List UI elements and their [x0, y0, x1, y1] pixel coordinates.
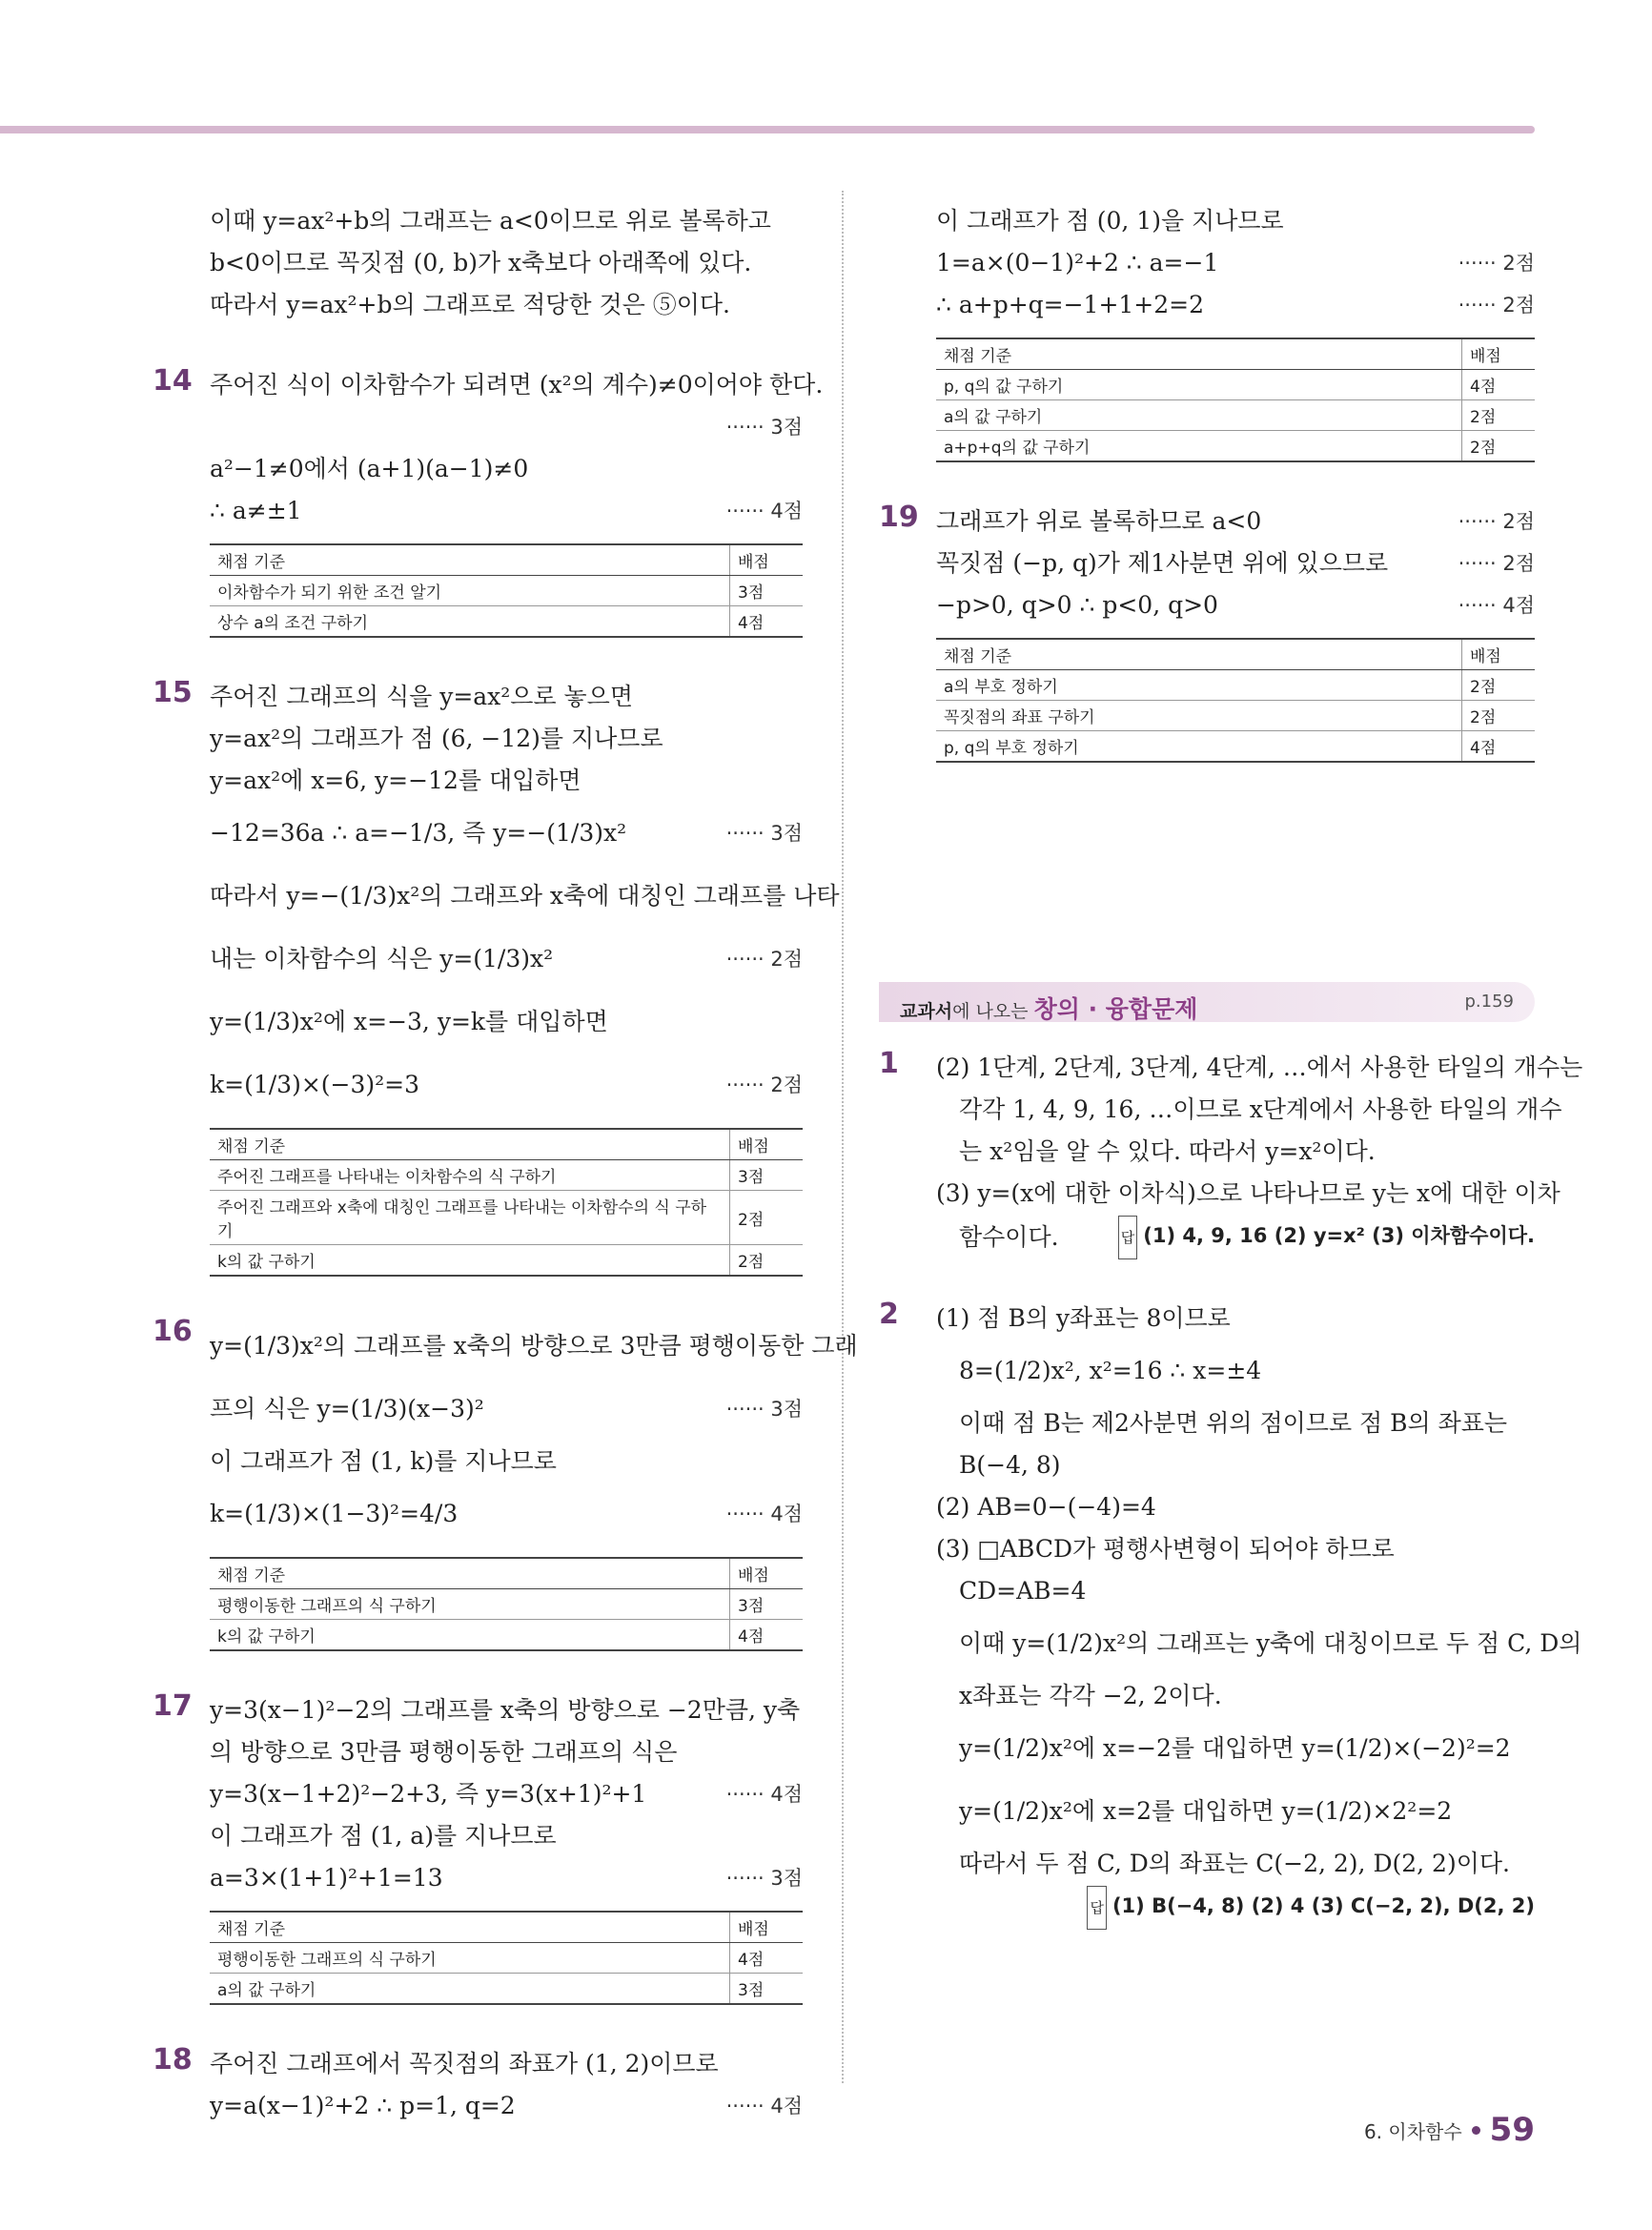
table-row: a의 값 구하기 3점: [210, 1974, 803, 2005]
answer: 답 (1) 4, 9, 16 (2) y=x² (3) 이차함수이다.: [1118, 1215, 1535, 1259]
problem-13-continuation: [153, 200, 803, 326]
problem-number: 2: [879, 1298, 899, 1331]
column-divider: [842, 191, 844, 2083]
scoring-table: 채점 기준 배점 평행이동한 그래프의 식 구하기 3점 k의 값 구하기 4점: [210, 1557, 803, 1651]
problem-15: [153, 676, 840, 1277]
text-line: 1=a×(0−1)²+2 ∴ a=−1 ······ 2점: [936, 249, 1535, 276]
page-footer: [1364, 2111, 1535, 2149]
page-number: 59: [1489, 2111, 1535, 2149]
table-row: 평행이동한 그래프의 식 구하기 3점: [210, 1589, 803, 1620]
table-row: 주어진 그래프를 나타내는 이차함수의 식 구하기 3점: [210, 1160, 803, 1191]
text-line: (3) □ABCD가 평행사변형이 되어야 하므로: [936, 1535, 1395, 1563]
text-line: 이때 점 B는 제2사분면 위의 점이므로 점 B의 좌표는: [959, 1409, 1508, 1437]
text-line: (3) y=(x에 대한 이차식)으로 나타나므로 y는 x에 대한 이차: [936, 1179, 1560, 1207]
text-line: −p>0, q>0 ∴ p<0, q>0 ······ 4점: [936, 591, 1535, 619]
scoring-table: 채점 기준 배점 a의 부호 정하기 2점 꼭짓점의 좌표 구하기 2점 p, q의 부호 정하기 4점: [936, 638, 1535, 763]
text-line: 이 그래프가 점 (0, 1)을 지나므로: [936, 207, 1284, 235]
table-row: 꼭짓점의 좌표 구하기 2점: [936, 701, 1535, 731]
table-row: 평행이동한 그래프의 식 구하기 4점: [210, 1943, 803, 1974]
answer-line: [936, 1885, 1535, 1930]
text-line: 내는 이차함수의 식은 y=(1/3)x² ······ 2점: [210, 945, 803, 972]
text-line: ······ 3점: [725, 416, 803, 439]
text-line: 각각 1, 4, 9, 16, …이므로 x단계에서 사용한 타일의 개수: [959, 1095, 1562, 1123]
text-line: (2) 1단계, 2단계, 3단계, 4단계, …에서 사용한 타일의 개수는: [936, 1054, 1583, 1081]
table-row: p, q의 값 구하기 4점: [936, 370, 1535, 400]
text-line: k=(1/3)×(1−3)²=4/3 ······ 4점: [210, 1500, 803, 1527]
table-row: a+p+q의 값 구하기 2점: [936, 431, 1535, 462]
section-header: [879, 982, 1535, 1022]
text-line: a²−1≠0에서 (a+1)(a−1)≠0: [210, 455, 529, 482]
problem-16: [153, 1315, 858, 1651]
text-line: x좌표는 각각 −2, 2이다.: [959, 1682, 1222, 1709]
table-row: 주어진 그래프와 x축에 대칭인 그래프를 나타내는 이차함수의 식 구하기 2점: [210, 1191, 803, 1245]
text-line: 따라서 y=ax²+b의 그래프로 적당한 것은 ⑤이다.: [210, 291, 730, 318]
scoring-table: 채점 기준 배점 이차함수가 되기 위한 조건 알기 3점 상수 a의 조건 구하기 4점: [210, 543, 803, 638]
top-accent-bar: [0, 126, 1535, 133]
problem-number: 18: [153, 2043, 193, 2077]
section-page-ref: p.159: [1464, 992, 1514, 1012]
scoring-table: 채점 기준 배점 주어진 그래프를 나타내는 이차함수의 식 구하기 3점 주어진 그래프와 x축에 대칭인 그래프를 나타내는 이차함수의 식 구하기 2점 k의 값 구하기 2점: [210, 1128, 803, 1277]
section-title: 교과서에 나오는 창의 · 융합문제: [900, 995, 1198, 1023]
text-line: −12=36a ∴ a=−1/3, 즉 y=−(1/3)x² ······ 3점: [210, 819, 803, 847]
text-line: y=ax²에 x=6, y=−12를 대입하면: [210, 767, 581, 794]
text-line: y=(1/3)x²에 x=−3, y=k를 대입하면: [210, 1008, 608, 1035]
chapter-title: 6. 이차함수: [1363, 2119, 1462, 2143]
text-line: y=(1/2)x²에 x=2를 대입하면 y=(1/2)×2²=2: [959, 1797, 1453, 1825]
text-line: 의 방향으로 3만큼 평행이동한 그래프의 식은: [210, 1738, 678, 1766]
scoring-table: 채점 기준 배점 p, q의 값 구하기 4점 a의 값 구하기 2점 a+p+q의 값 구하기 2점: [936, 338, 1535, 462]
problem-number: 16: [153, 1315, 193, 1348]
text-line: 이 그래프가 점 (1, a)를 지나므로: [210, 1822, 557, 1850]
problem-17: [153, 1689, 803, 2005]
text-line: 함수이다. 답 (1) 4, 9, 16 (2) y=x² (3) 이차함수이다.: [936, 1215, 1535, 1259]
text-line: (2) AB=0−(−4)=4: [936, 1493, 1156, 1521]
text-line: y=ax²의 그래프가 점 (6, −12)를 지나므로: [210, 725, 663, 752]
text-line: 주어진 그래프에서 꼭짓점의 좌표가 (1, 2)이므로: [210, 2050, 719, 2077]
table-row: k의 값 구하기 4점: [210, 1620, 803, 1651]
table-row: p, q의 부호 정하기 4점: [936, 731, 1535, 763]
problem-18-continuation: [879, 200, 1535, 462]
text-line: ∴ a≠±1 ······ 4점: [210, 497, 803, 524]
table-row: 이차함수가 되기 위한 조건 알기 3점: [210, 576, 803, 606]
text-line: 꼭짓점 (−p, q)가 제1사분면 위에 있으므로 ······ 2점: [936, 549, 1535, 577]
problem-18: [153, 2043, 803, 2127]
text-line: B(−4, 8): [959, 1451, 1061, 1479]
problem-number: 1: [879, 1047, 899, 1080]
text-line: y=(1/2)x²에 x=−2를 대입하면 y=(1/2)×(−2)²=2: [959, 1734, 1511, 1762]
text-line: 주어진 식이 이차함수가 되려면 (x²의 계수)≠0이어야 한다.: [210, 371, 824, 399]
text-line: 는 x²임을 알 수 있다. 따라서 y=x²이다.: [959, 1137, 1376, 1165]
table-row: k의 값 구하기 2점: [210, 1245, 803, 1277]
text-line: CD=AB=4: [959, 1577, 1087, 1605]
text-line: 주어진 그래프의 식을 y=ax²으로 놓으면: [210, 683, 633, 710]
problem-number: 17: [153, 1689, 193, 1723]
problem-number: 15: [153, 676, 193, 709]
creative-problem-2: [879, 1298, 1582, 1930]
text-line: 따라서 두 점 C, D의 좌표는 C(−2, 2), D(2, 2)이다.: [959, 1850, 1510, 1877]
left-column: [153, 200, 858, 2165]
bullet-icon: [1472, 2126, 1480, 2135]
text-line: 프의 식은 y=(1/3)(x−3)² ······ 3점: [210, 1395, 803, 1422]
text-line: 따라서 y=−(1/3)x²의 그래프와 x축에 대칭인 그래프를 나타: [210, 882, 840, 910]
problem-number: 19: [879, 501, 919, 534]
text-line: 8=(1/2)x², x²=16 ∴ x=±4: [959, 1357, 1262, 1384]
text-line: a=3×(1+1)²+1=13 ······ 3점: [210, 1864, 803, 1892]
text-line: ∴ a+p+q=−1+1+2=2 ······ 2점: [936, 291, 1535, 318]
answer: 답 (1) B(−4, 8) (2) 4 (3) C(−2, 2), D(2, 2): [1087, 1885, 1535, 1930]
text-line: k=(1/3)×(−3)²=3 ······ 2점: [210, 1071, 803, 1098]
text-line: y=a(x−1)²+2 ∴ p=1, q=2 ······ 4점: [210, 2092, 803, 2119]
text-line: 이때 y=ax²+b의 그래프는 a<0이므로 위로 볼록하고: [210, 207, 771, 235]
text-line: 그래프가 위로 볼록하므로 a<0 ······ 2점: [936, 507, 1535, 535]
text-line: y=(1/3)x²의 그래프를 x축의 방향으로 3만큼 평행이동한 그래: [210, 1332, 858, 1360]
problem-number: 14: [153, 364, 193, 398]
table-row: a의 값 구하기 2점: [936, 400, 1535, 431]
table-row: a의 부호 정하기 2점: [936, 670, 1535, 701]
text-line: b<0이므로 꼭짓점 (0, b)가 x축보다 아래쪽에 있다.: [210, 249, 752, 276]
creative-problem-1: [879, 1047, 1583, 1259]
problem-19: [879, 501, 1535, 763]
scoring-table: 채점 기준 배점 평행이동한 그래프의 식 구하기 4점 a의 값 구하기 3점: [210, 1911, 803, 2005]
text-line: y=3(x−1+2)²−2+3, 즉 y=3(x+1)²+1 ······ 4점: [210, 1780, 803, 1808]
text-line: 이때 y=(1/2)x²의 그래프는 y축에 대칭이므로 두 점 C, D의: [959, 1629, 1582, 1657]
table-row: 상수 a의 조건 구하기 4점: [210, 606, 803, 638]
text-line: 이 그래프가 점 (1, k)를 지나므로: [210, 1447, 557, 1475]
text-line: y=3(x−1)²−2의 그래프를 x축의 방향으로 −2만큼, y축: [210, 1696, 801, 1724]
text-line: (1) 점 B의 y좌표는 8이므로: [936, 1304, 1231, 1332]
problem-14: [153, 364, 824, 638]
right-column: [879, 200, 1583, 1968]
